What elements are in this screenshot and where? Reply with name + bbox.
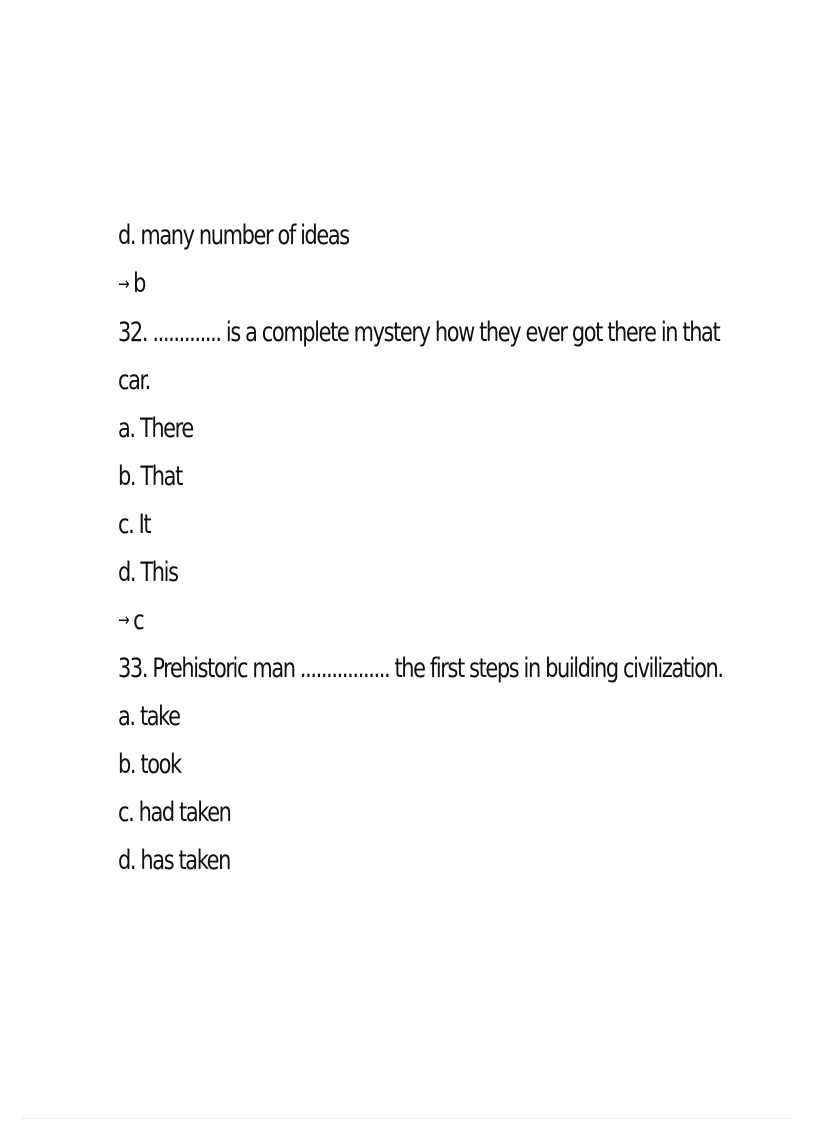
option-line: d. many number of ideas (118, 220, 349, 251)
answer-value: b (133, 268, 146, 299)
option-line: c. had taken (118, 797, 231, 828)
answer-line (118, 260, 634, 309)
option-line: a. There (118, 412, 193, 444)
arrow-icon: → (118, 273, 130, 295)
arrow-icon: → (118, 610, 130, 631)
option-line: d. This (118, 556, 178, 588)
option-line: b. That (118, 460, 182, 492)
option-line: c. It (118, 508, 151, 540)
option-line: d. has taken (118, 845, 230, 876)
page-bottom-divider (22, 1118, 794, 1119)
option-line: b. took (118, 749, 181, 780)
option-line: a. take (118, 701, 180, 732)
answer-line (118, 597, 634, 646)
question-continuation: car. (118, 364, 150, 396)
answer-value: c (133, 604, 144, 636)
question-line: 32. ............. is a complete mystery how they ever got there in that (118, 316, 720, 348)
quiz-content (118, 212, 723, 885)
question-line: 33. Prehistoric man ................. the first steps in building civilization. (118, 653, 723, 684)
